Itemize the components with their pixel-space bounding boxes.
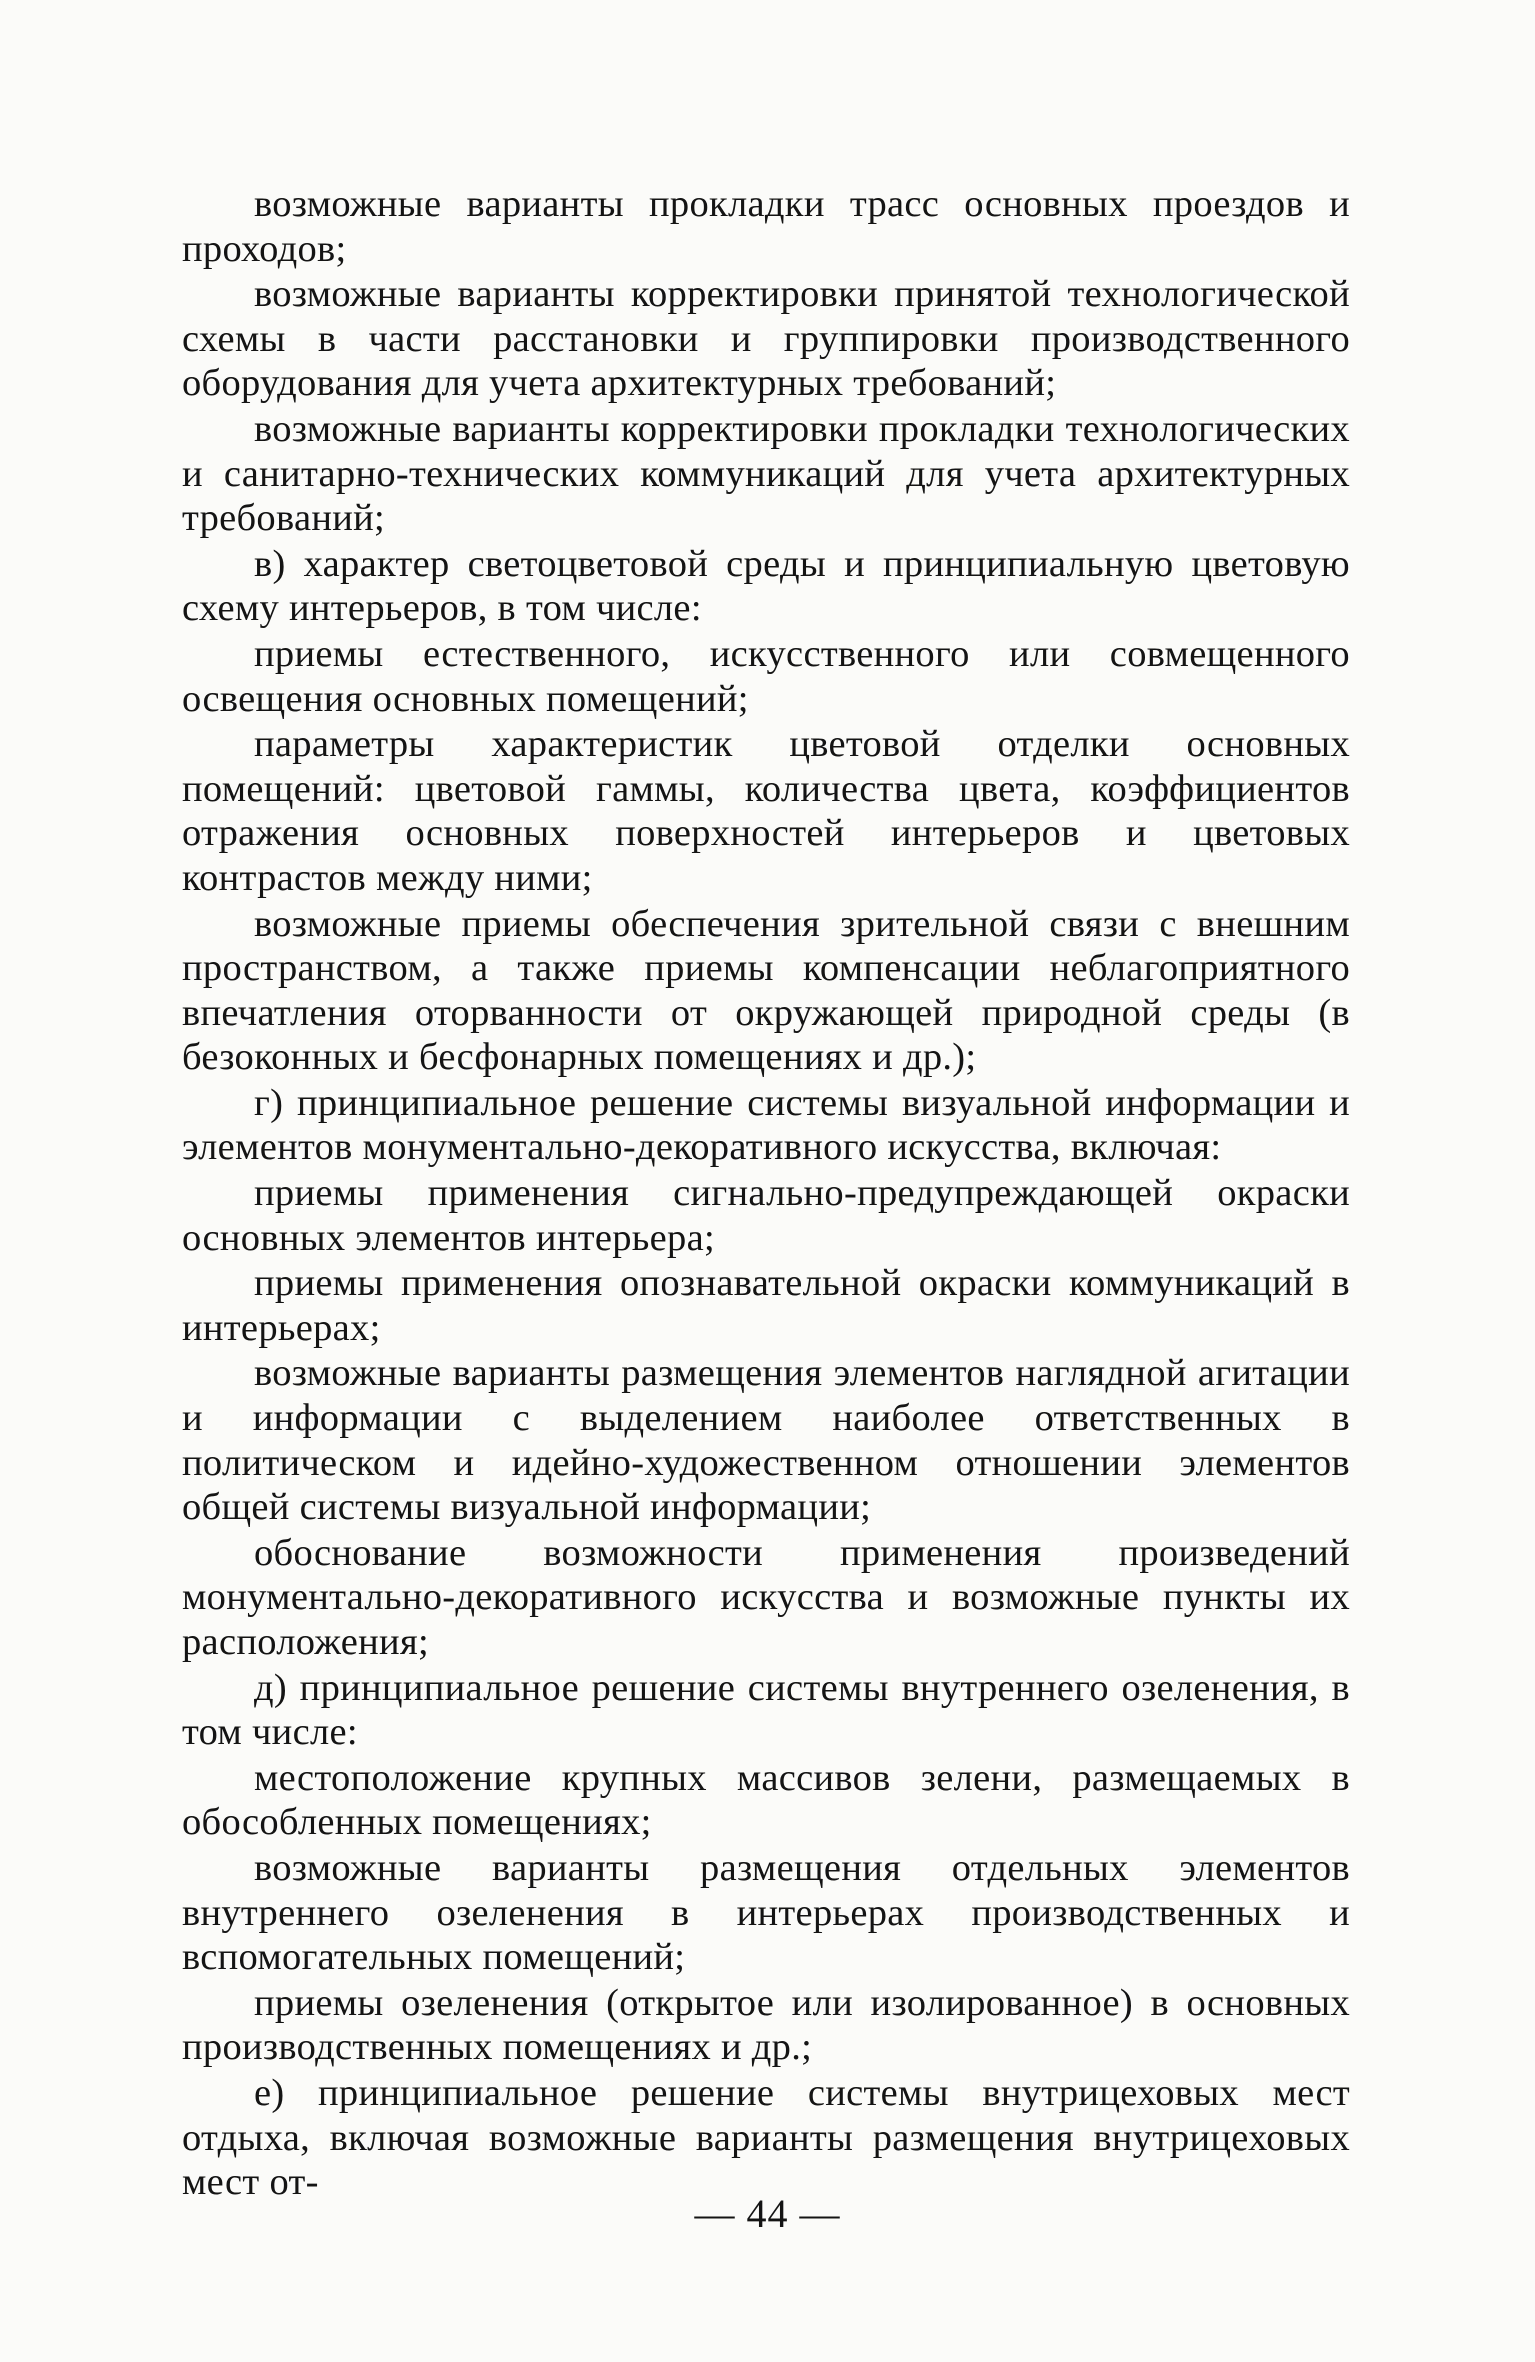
paragraph: возможные варианты корректировки принятой технологической схемы в части расстановки и группировки производственного оборудования для учета архитектурных требований; (182, 273, 1350, 405)
page-number: — 44 — (694, 2191, 841, 2236)
body-text (182, 182, 1350, 2206)
paragraph: приемы применения сигнально-предупреждающей окраски основных элементов интерьера; (182, 1172, 1350, 1259)
paragraph: возможные варианты размещения элементов наглядной агитации и информации с выделением наиболее ответственных в политическом и идейно-художественном отношении элементов общей системы визуальной информации; (182, 1352, 1350, 1529)
paragraph: е) принципиальное решение системы внутрицеховых мест отдыха, включая возможные варианты размещения внутрицеховых мест от- (182, 2071, 1350, 2204)
paragraph: возможные варианты размещения отдельных элементов внутреннего озеленения в интерьерах производственных и вспомогательных помещений; (182, 1846, 1350, 1979)
paragraph: д) принципиальное решение системы внутреннего озеленения, в том числе: (182, 1666, 1350, 1754)
paragraph: г) принципиальное решение системы визуальной информации и элементов монументально-декоративного искусства, включая: (182, 1081, 1350, 1169)
paragraph: местоположение крупных массивов зелени, размещаемых в обособленных помещениях; (182, 1756, 1350, 1844)
paragraph: приемы озеленения (открытое или изолированное) в основных производственных помещениях и др.; (182, 1981, 1350, 2069)
paragraph: возможные приемы обеспечения зрительной связи с внешним пространством, а также приемы компенсации неблагоприятного впечатления оторванности от окружающей природной среды (в безоконных и бесфонарных помещениях и др.); (182, 902, 1350, 1079)
paragraph: возможные варианты прокладки трасс основных проездов и проходов; (182, 183, 1350, 270)
paragraph: приемы естественного, искусственного или совмещенного освещения основных помещений; (182, 632, 1350, 720)
paragraph: приемы применения опознавательной окраски коммуникаций в интерьерах; (182, 1262, 1350, 1349)
paragraph: в) характер светоцветовой среды и принципиальную цветовую схему интерьеров, в том числе: (182, 542, 1350, 630)
paragraph: возможные варианты корректировки прокладки технологических и санитарно-технических коммуникаций для учета архитектурных требований; (182, 407, 1350, 540)
paragraph: параметры характеристик цветовой отделки основных помещений: цветовой гаммы, количества цвета, коэффициентов отражения основных поверхностей интерьеров и цветовых контрастов между ними; (182, 723, 1350, 899)
paragraph: обоснование возможности применения произведений монументально-декоративного искусства и возможные пункты их расположения; (182, 1531, 1350, 1663)
